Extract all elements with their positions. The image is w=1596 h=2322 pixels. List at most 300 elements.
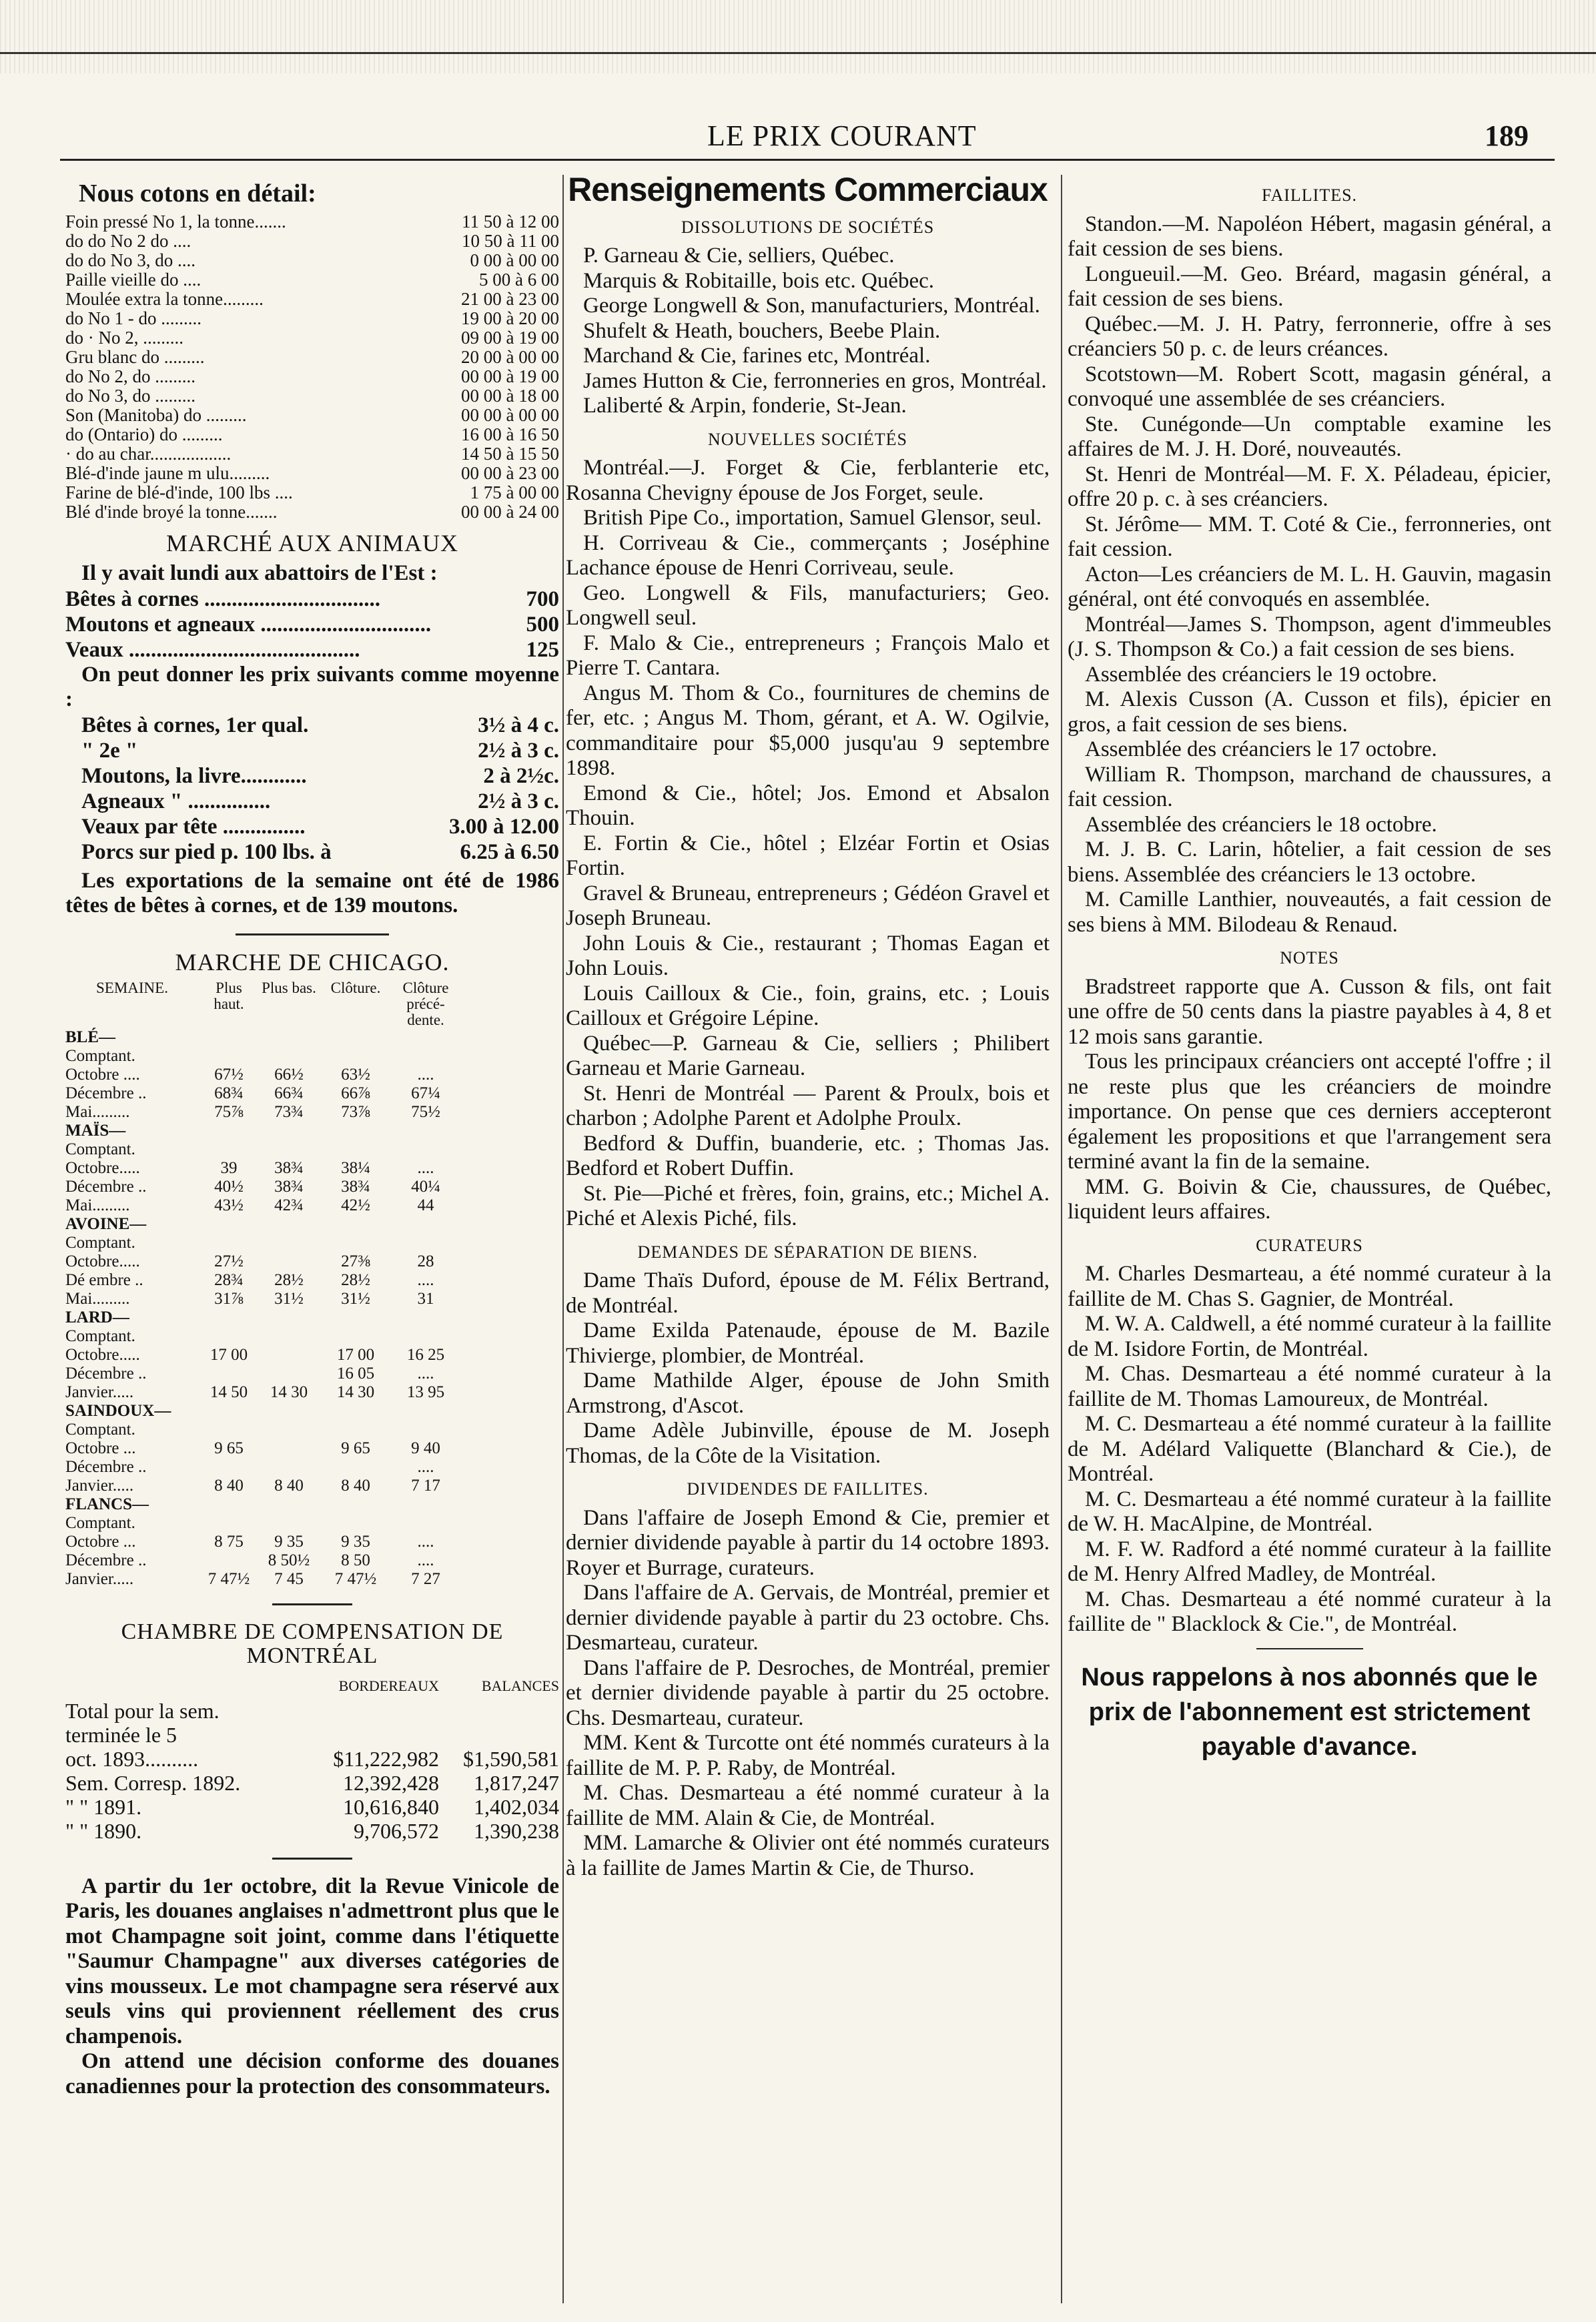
faillite-entry: Ste. Cunégonde—Un comptable examine les affaires de M. J. H. Doré, nouveautés. <box>1068 412 1551 461</box>
chicago-cell <box>259 1327 319 1346</box>
price-label: Son (Manitoba) do ......... <box>65 405 247 425</box>
chicago-cell: 28 <box>417 1252 434 1270</box>
notes-title: NOTES <box>1280 948 1339 967</box>
chicago-row <box>65 1290 559 1308</box>
chicago-row <box>65 1103 559 1122</box>
faillite-entry: Standon.—M. Napoléon Hébert, magasin général, a fait cession de ses biens. <box>1068 212 1551 261</box>
column-2 <box>566 175 1050 2303</box>
dividende-entry: MM. Kent & Turcotte ont été nommés curateurs à la faillite de M. P. P. Raby, de Montréal. <box>566 1731 1050 1780</box>
curateur-entry: M. W. A. Caldwell, a été nommé curateur à la faillite de M. Isidore Fortin, de Montréal. <box>1068 1312 1551 1361</box>
dissolution-entry: Marchand & Cie, farines etc, Montréal. <box>583 344 931 368</box>
chicago-cell: 67½ <box>214 1066 244 1084</box>
chicago-cell: Mai......... <box>65 1103 130 1121</box>
prix-value: 2½ à 3 c. <box>478 789 559 813</box>
chicago-cell: Comptant. <box>65 1234 135 1252</box>
chambre-label: " " 1890. <box>65 1818 142 1843</box>
curateur-entry: M. Chas. Desmarteau a été nommé curateur à la faillite de M. Thomas Lamoureux, de Montréal. <box>1068 1362 1551 1411</box>
chambre-label: terminée le 5 <box>65 1722 177 1747</box>
chicago-cell: .... <box>417 1458 434 1476</box>
chicago-cell <box>259 1346 319 1365</box>
dissolutions-title: DISSOLUTIONS DE SOCIÉTÉS <box>681 217 935 237</box>
price-label: Paille vieille do .... <box>65 270 202 290</box>
price-row <box>65 502 559 522</box>
chambre-head-bordereaux: BORDEREAUX <box>338 1677 439 1694</box>
price-value: 1 75 à 00 00 <box>470 482 559 502</box>
nouvelle-societe-entry: Montréal.—J. Forget & Cie, ferblanterie etc, Rosanna Chevigny épouse de Jos Forget, seule. <box>566 456 1050 505</box>
chicago-row <box>65 1234 559 1252</box>
chambre-row <box>65 1747 559 1771</box>
exportations-text: Les exportations de la semaine ont été de 1986 têtes de bêtes à cornes, et de 139 moutons. <box>65 868 559 917</box>
separator-rule <box>272 1858 352 1860</box>
price-label: do do No 3, do .... <box>65 250 195 270</box>
price-row <box>65 367 559 386</box>
faillite-entry: Montréal—James S. Thompson, agent d'immeubles (J. S. Thompson & Co.) a fait cession de ses biens. <box>1068 612 1551 661</box>
price-label: Blé-d'inde jaune m ulu......... <box>65 463 270 483</box>
chicago-cell: 17 00 <box>336 1346 375 1364</box>
chicago-title: MARCHE DE CHICAGO. <box>175 948 450 976</box>
chambre-balances: 1,390,238 <box>474 1818 559 1843</box>
chambre-label: " " 1891. <box>65 1794 142 1819</box>
chicago-cell <box>319 1140 392 1159</box>
dissolution-entry: Laliberté & Arpin, fonderie, St-Jean. <box>583 394 907 418</box>
animaux-intro: Il y avait lundi aux abattoirs de l'Est : <box>81 561 438 585</box>
chicago-row <box>65 1514 559 1533</box>
dividende-entry: MM. Lamarche & Olivier ont été nommés curateurs à la faillite de James Martin & Cie, de Thurso. <box>566 1831 1050 1880</box>
chambre-bordereaux <box>306 1699 439 1723</box>
chicago-cell: 43½ <box>214 1196 244 1214</box>
chicago-cell: 66⅞ <box>341 1084 370 1102</box>
chicago-row <box>65 1122 559 1140</box>
chicago-cell <box>259 1365 319 1383</box>
animaux-value: 700 <box>526 587 559 611</box>
chicago-row <box>65 1159 559 1178</box>
curateurs-list <box>1068 1262 1551 1637</box>
chicago-cell <box>392 1234 459 1252</box>
nouvelle-societe-entry: F. Malo & Cie., entrepreneurs ; François Malo et Pierre T. Cantara. <box>566 631 1050 680</box>
price-label: do No 2, do ......... <box>65 366 195 386</box>
chicago-head-cloture: Clôture. <box>330 980 381 996</box>
chicago-cell: 7 47½ <box>208 1570 250 1588</box>
animaux-label: Veaux .......................................... <box>65 637 360 662</box>
chambre-row <box>65 1819 559 1843</box>
separation-title: DEMANDES DE SÉPARATION DE BIENS. <box>637 1242 978 1262</box>
chicago-cell: 44 <box>417 1196 434 1214</box>
chicago-cell: 7 27 <box>411 1570 440 1588</box>
chicago-cell: .... <box>417 1271 434 1289</box>
chicago-row <box>65 1028 559 1047</box>
chicago-row <box>65 1047 559 1066</box>
chicago-cell <box>392 1421 459 1439</box>
nouvelle-societe-entry: St. Henri de Montréal — Parent & Proulx, bois et charbon ; Adolphe Parent et Adolphe Proulx. <box>566 1081 1050 1130</box>
chicago-cell: 14 50 <box>210 1383 248 1401</box>
chicago-cell: .... <box>417 1365 434 1383</box>
chicago-cell: Décembre .. <box>65 1458 147 1476</box>
chicago-cell: Décembre .. <box>65 1084 147 1102</box>
chicago-cell: Janvier..... <box>65 1383 134 1401</box>
column-divider <box>562 175 564 2303</box>
chicago-cell <box>392 1047 459 1066</box>
chicago-cell: .... <box>417 1159 434 1177</box>
faillite-entry: St. Henri de Montréal—M. F. X. Péladeau, épicier, offre 20 p. c. à ses créanciers. <box>1068 462 1551 511</box>
chambre-balances: 1,817,247 <box>474 1770 559 1795</box>
faillites-title: FAILLITES. <box>1261 185 1358 205</box>
chicago-cell <box>199 1122 259 1140</box>
nouvelles-title: NOUVELLES SOCIÉTÉS <box>708 429 907 449</box>
curateur-entry: M. Chas. Desmarteau a été nommé curateur à la faillite de " Blacklock & Cie.", de Montréal. <box>1068 1587 1551 1636</box>
prix-row <box>81 789 559 814</box>
chicago-cell: 66½ <box>274 1066 304 1084</box>
chicago-cell: 40½ <box>214 1178 244 1196</box>
prix-label: Moutons, la livre............ <box>81 763 307 788</box>
chicago-cell: 8 50½ <box>268 1551 310 1569</box>
price-value: 10 50 à 11 00 <box>462 230 559 251</box>
chicago-cell <box>199 1028 259 1047</box>
chicago-cell: 9 65 <box>214 1439 244 1457</box>
chicago-row <box>65 1533 559 1551</box>
price-value: 11 50 à 12 00 <box>462 211 559 232</box>
chicago-cell <box>392 1215 459 1234</box>
chambre-header <box>65 1673 559 1699</box>
chambre-row <box>65 1699 559 1723</box>
chicago-table <box>65 1028 559 1589</box>
chicago-cell: 7 45 <box>274 1570 304 1588</box>
chicago-cell: 14 30 <box>270 1383 308 1401</box>
chicago-cell: Octobre..... <box>65 1346 140 1364</box>
chicago-cell: 13 95 <box>406 1383 445 1401</box>
price-row <box>65 290 559 309</box>
price-label: Gru blanc do ......... <box>65 347 205 367</box>
chicago-cell: BLÉ— <box>65 1028 116 1046</box>
chicago-cell <box>259 1495 319 1514</box>
separator-rule <box>1256 1648 1363 1649</box>
top-rule <box>0 52 1596 54</box>
prix-row <box>81 839 559 865</box>
chicago-cell: 9 35 <box>274 1533 304 1551</box>
chicago-cell <box>199 1140 259 1159</box>
chicago-cell <box>392 1402 459 1421</box>
chicago-cell: 75½ <box>411 1103 440 1121</box>
column-3 <box>1068 175 1551 2303</box>
chicago-cell: Comptant. <box>65 1327 135 1345</box>
chicago-cell <box>199 1365 259 1383</box>
chambre-bordereaux <box>306 1723 439 1747</box>
chicago-cell: 40¼ <box>411 1178 440 1196</box>
chicago-cell <box>259 1308 319 1327</box>
chicago-cell <box>199 1551 259 1570</box>
faillite-entry: Assemblée des créanciers le 18 octobre. <box>1085 812 1437 837</box>
chicago-cell: Octobre .... <box>65 1066 140 1084</box>
chambre-balances: 1,402,034 <box>474 1794 559 1819</box>
chicago-cell: 28¾ <box>214 1271 244 1289</box>
chicago-row <box>65 1271 559 1290</box>
notes-list <box>1068 975 1551 1225</box>
price-row <box>65 464 559 483</box>
price-value: 16 00 à 16 50 <box>461 424 559 444</box>
chicago-cell: FLANCS— <box>65 1495 149 1513</box>
chicago-cell <box>392 1028 459 1047</box>
cotons-title: Nous cotons en détail: <box>79 179 316 208</box>
page-number: 189 <box>1485 119 1529 152</box>
chambre-row <box>65 1723 559 1747</box>
chicago-cell: 42½ <box>341 1196 370 1214</box>
prix-label: Porcs sur pied p. 100 lbs. à <box>81 839 332 864</box>
prix-label: Veaux par tête ............... <box>81 814 306 839</box>
renseignements-title: Renseignements Commerciaux <box>568 175 1048 208</box>
price-row <box>65 386 559 406</box>
chicago-cell: 16 05 <box>336 1365 375 1383</box>
chicago-cell: 38¼ <box>341 1159 370 1177</box>
chicago-cell <box>319 1421 392 1439</box>
chicago-cell: 28½ <box>274 1271 304 1289</box>
chicago-cell <box>199 1495 259 1514</box>
chicago-cell <box>319 1028 392 1047</box>
column-1 <box>65 175 559 2303</box>
chicago-cell: 8 40 <box>214 1477 244 1495</box>
chicago-row <box>65 1215 559 1234</box>
price-label: Farine de blé-d'inde, 100 lbs .... <box>65 482 293 502</box>
header-rule <box>60 159 1555 161</box>
chicago-cell <box>259 1234 319 1252</box>
nouvelle-societe-entry: John Louis & Cie., restaurant ; Thomas Eagan et John Louis. <box>566 931 1050 980</box>
faillite-entry: William R. Thompson, marchand de chaussures, a fait cession. <box>1068 762 1551 811</box>
chicago-cell <box>319 1402 392 1421</box>
chicago-cell <box>199 1402 259 1421</box>
price-row <box>65 406 559 425</box>
price-row <box>65 348 559 367</box>
chicago-cell: 8 75 <box>214 1533 244 1551</box>
price-label: Moulée extra la tonne......... <box>65 289 264 309</box>
chicago-cell: 38¾ <box>274 1178 304 1196</box>
dividende-entry: Dans l'affaire de P. Desroches, de Montréal, premier et dernier dividende payable à partir du 25 octobre. Chs. Desmarteau, curateur. <box>566 1655 1050 1730</box>
nouvelle-societe-entry: Gravel & Bruneau, entrepreneurs ; Gédéon Gravel et Joseph Bruneau. <box>566 881 1050 930</box>
chicago-row <box>65 1084 559 1103</box>
price-list <box>65 212 559 522</box>
price-label: Foin pressé No 1, la tonne....... <box>65 212 286 232</box>
chicago-cell: 31 <box>417 1290 434 1308</box>
nouvelle-societe-entry: E. Fortin & Cie., hôtel ; Elzéar Fortin et Osias Fortin. <box>566 831 1050 880</box>
separation-list <box>566 1268 1050 1469</box>
chicago-cell <box>392 1122 459 1140</box>
chicago-cell: AVOINE— <box>65 1215 147 1233</box>
chambre-bordereaux: 9,706,572 <box>354 1818 439 1843</box>
scan-noise-band <box>0 0 1596 73</box>
prix-label: Agneaux " ............... <box>81 789 271 813</box>
chicago-cell <box>199 1215 259 1234</box>
note-entry: Bradstreet rapporte que A. Cusson & fils, ont fait une offre de 50 cents dans la piastre payables à 4, 8 et 12 mois sans garantie. <box>1068 974 1551 1049</box>
price-row <box>65 232 559 251</box>
chicago-head-cloture-prec: Clôture précé-dente. <box>402 980 449 1028</box>
chicago-cell <box>259 1421 319 1439</box>
price-label: do No 1 - do ......... <box>65 308 202 328</box>
chicago-row <box>65 1066 559 1084</box>
chicago-row <box>65 1327 559 1346</box>
chicago-cell <box>259 1047 319 1066</box>
chicago-cell <box>259 1122 319 1140</box>
faillite-entry: Assemblée des créanciers le 17 octobre. <box>1085 737 1437 761</box>
running-head: LE PRIX COURANT <box>707 119 977 152</box>
price-row <box>65 425 559 444</box>
price-row <box>65 309 559 328</box>
chicago-cell <box>319 1495 392 1514</box>
chicago-cell: 63½ <box>341 1066 370 1084</box>
chicago-cell: 8 40 <box>274 1477 304 1495</box>
chicago-row <box>65 1252 559 1271</box>
nouvelle-societe-entry: St. Pie—Piché et frères, foin, grains, etc.; Michel A. Piché et Alexis Piché, fils. <box>566 1181 1050 1230</box>
chambre-balances <box>439 1723 559 1747</box>
chicago-cell <box>392 1327 459 1346</box>
price-label: do · No 2, ......... <box>65 328 183 348</box>
chicago-cell: 42¾ <box>274 1196 304 1214</box>
chicago-cell: 16 25 <box>406 1346 445 1364</box>
chicago-cell: Comptant. <box>65 1514 135 1532</box>
prix-row <box>81 738 559 763</box>
chicago-cell <box>259 1252 319 1271</box>
nouvelle-societe-entry: Angus M. Thom & Co., fournitures de chemins de fer, etc. ; Angus M. Thom, gérant, et A. W. Ogilvie, commanditaire pour $5,000 jusqu'au 9 septembre 1898. <box>566 681 1050 780</box>
chicago-cell: Octobre ... <box>65 1439 136 1457</box>
chicago-cell: Octobre..... <box>65 1252 140 1270</box>
chicago-row <box>65 1551 559 1570</box>
chicago-cell: 7 17 <box>411 1477 440 1495</box>
chicago-cell: LARD— <box>65 1308 129 1326</box>
decision-paragraph: On attend une décision conforme des douanes canadiennes pour la protection des consommateurs. <box>65 2049 559 2098</box>
chicago-row <box>65 1308 559 1327</box>
price-label: do No 3, do ......... <box>65 386 195 406</box>
chicago-cell: 9 40 <box>411 1439 440 1457</box>
animaux-label: Moutons et agneaux ............................... <box>65 612 432 637</box>
price-label: do do No 2 do .... <box>65 231 191 251</box>
chicago-cell: 9 65 <box>341 1439 370 1457</box>
faillite-entry: M. Alexis Cusson (A. Cusson et fils), épicier en gros, a fait cession de ses biens. <box>1068 687 1551 737</box>
prix-value: 2½ à 3 c. <box>478 738 559 763</box>
chicago-row <box>65 1421 559 1439</box>
price-value: 0 00 à 00 00 <box>470 250 559 270</box>
price-value: 14 50 à 15 50 <box>461 443 559 464</box>
chambre-balances <box>439 1699 559 1723</box>
chicago-head-semaine: SEMAINE. <box>96 980 168 996</box>
chicago-cell: 9 35 <box>341 1533 370 1551</box>
chicago-cell <box>199 1327 259 1346</box>
chicago-cell <box>199 1458 259 1477</box>
dividende-entry: M. Chas. Desmarteau a été nommé curateur à la faillite de MM. Alain & Cie, de Montréal. <box>566 1781 1050 1830</box>
chambre-table <box>65 1699 559 1843</box>
prix-row <box>81 713 559 738</box>
chambre-title: CHAMBRE DE COMPENSATION DE MONTRÉAL <box>121 1619 504 1668</box>
nouvelle-societe-entry: Québec—P. Garneau & Cie, selliers ; Philibert Garneau et Marie Garneau. <box>566 1031 1050 1080</box>
nouvelle-societe-entry: Bedford & Duffin, buanderie, etc. ; Thomas Jas. Bedford et Robert Duffin. <box>566 1131 1050 1180</box>
chicago-cell <box>259 1514 319 1533</box>
chicago-cell: 67¼ <box>411 1084 440 1102</box>
animaux-value: 125 <box>526 637 559 662</box>
chicago-cell: 7 47½ <box>334 1570 377 1588</box>
chicago-cell: Comptant. <box>65 1047 135 1065</box>
animaux-row <box>65 637 559 663</box>
chicago-row <box>65 1346 559 1365</box>
chicago-cell <box>319 1458 392 1477</box>
dissolutions-list <box>566 244 1050 419</box>
animaux-counts <box>65 587 559 663</box>
faillite-entry: Québec.—M. J. H. Patry, ferronnerie, offre à ses créanciers 50 p. c. de leurs créances. <box>1068 312 1551 361</box>
price-row <box>65 483 559 502</box>
faillite-entry: M. J. B. C. Larin, hôtelier, a fait cession de ses biens. Assemblée des créanciers le 13 octobre. <box>1068 837 1551 887</box>
note-entry: Tous les principaux créanciers ont accepté l'offre ; il ne reste plus que les créanciers de moindre importance. On pense que ces derniers accepteront également les propositions et que l'arrangement sera terminé avant la fin de la semaine. <box>1068 1050 1551 1174</box>
chicago-cell: Janvier..... <box>65 1477 134 1495</box>
chicago-cell: 66¾ <box>274 1084 304 1102</box>
champagne-paragraph: A partir du 1er octobre, dit la Revue Vinicole de Paris, les douanes anglaises n'admettront plus que le mot Champagne soit joint, comme dans l'étiquette "Saumur Champagne" aux diverses catégories de vins mousseux. Le mot champagne sera réservé aux seuls vins qui proviennent réellement des crus champenois. <box>65 1874 559 2048</box>
chicago-cell <box>392 1140 459 1159</box>
price-value: 19 00 à 20 00 <box>461 308 559 328</box>
chicago-cell <box>199 1308 259 1327</box>
chicago-cell: 28½ <box>341 1271 370 1289</box>
chicago-cell <box>199 1047 259 1066</box>
chicago-cell: 73¾ <box>274 1103 304 1121</box>
chicago-cell: Janvier..... <box>65 1570 134 1588</box>
dissolution-entry: George Longwell & Son, manufacturiers, Montréal. <box>583 294 1040 318</box>
chicago-row <box>65 1439 559 1458</box>
chicago-row <box>65 1196 559 1215</box>
chicago-cell: 27⅜ <box>341 1252 370 1270</box>
chicago-cell <box>259 1439 319 1458</box>
chicago-cell: 31⅞ <box>214 1290 244 1308</box>
chicago-cell: MAÏS— <box>65 1122 126 1140</box>
chicago-cell <box>259 1402 319 1421</box>
curateur-entry: M. C. Desmarteau a été nommé curateur à la faillite de M. Adélard Valiquette (Blanchard & Cie.), de Montréal. <box>1068 1412 1551 1486</box>
chambre-label: Total pour la sem. <box>65 1698 220 1723</box>
price-label: Blé d'inde broyé la tonne....... <box>65 502 278 522</box>
chicago-cell: Comptant. <box>65 1140 135 1158</box>
nouvelle-societe-entry: Louis Cailloux & Cie., foin, grains, etc. ; Louis Cailloux et Grégoire Lépine. <box>566 981 1050 1030</box>
faillite-entry: Longueuil.—M. Geo. Bréard, magasin général, a fait cession de ses biens. <box>1068 262 1551 311</box>
chambre-label: oct. 1893.......... <box>65 1746 199 1771</box>
prix-row <box>81 763 559 789</box>
chicago-cell <box>319 1327 392 1346</box>
chicago-row <box>65 1477 559 1495</box>
note-entry: MM. G. Boivin & Cie, chaussures, de Québec, liquident leurs affaires. <box>1068 1174 1551 1224</box>
chicago-cell <box>319 1215 392 1234</box>
chambre-bordereaux: 12,392,428 <box>343 1770 439 1795</box>
price-row <box>65 270 559 290</box>
chicago-cell: 31½ <box>274 1290 304 1308</box>
chicago-cell: 8 40 <box>341 1477 370 1495</box>
price-value: 21 00 à 23 00 <box>461 288 559 309</box>
chicago-cell: Décembre .. <box>65 1551 147 1569</box>
price-value: 09 00 à 19 00 <box>461 327 559 348</box>
chambre-label: Sem. Corresp. 1892. <box>65 1770 241 1795</box>
price-row <box>65 328 559 348</box>
chicago-cell <box>319 1308 392 1327</box>
chicago-cell: 17 00 <box>210 1346 248 1364</box>
chicago-head-plus-bas: Plus bas. <box>262 980 316 996</box>
chicago-cell: 27½ <box>214 1252 244 1270</box>
price-row <box>65 444 559 464</box>
faillites-list <box>1068 212 1551 938</box>
prix-row <box>81 814 559 839</box>
chicago-row <box>65 1570 559 1589</box>
chicago-row <box>65 1383 559 1402</box>
price-row <box>65 212 559 232</box>
dividendes-list <box>566 1506 1050 1882</box>
curateurs-title: CURATEURS <box>1256 1235 1363 1255</box>
chicago-cell <box>319 1047 392 1066</box>
prix-value: 3½ à 4 c. <box>478 713 559 737</box>
chicago-cell: Décembre .. <box>65 1178 147 1196</box>
animaux-title: MARCHÉ AUX ANIMAUX <box>165 529 459 556</box>
chicago-cell <box>319 1514 392 1533</box>
dissolution-entry: James Hutton & Cie, ferronneries en gros, Montréal. <box>583 368 1047 393</box>
prix-value: 2 à 2½c. <box>483 763 559 788</box>
chicago-cell: Mai......... <box>65 1290 130 1308</box>
price-value: 00 00 à 19 00 <box>461 366 559 386</box>
chicago-cell <box>392 1514 459 1533</box>
